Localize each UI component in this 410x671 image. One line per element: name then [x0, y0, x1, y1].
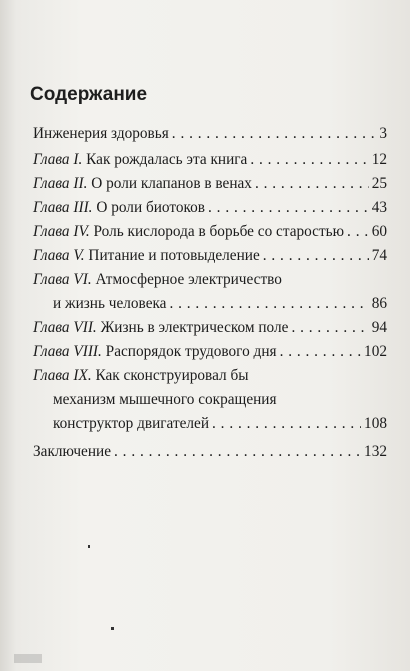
toc-entry-line-1: [33, 270, 387, 290]
dot-leader: [114, 442, 361, 462]
toc-entry: [33, 124, 387, 144]
toc-entry: [33, 174, 387, 194]
chapter-number: Глава I.: [33, 151, 83, 168]
chapter-number: Глава VII.: [33, 319, 97, 336]
toc-entry: [33, 222, 387, 242]
chapter-title-continuation: конструктор двигателей: [53, 415, 210, 432]
page-number: 43: [371, 199, 387, 216]
page-number: 74: [371, 247, 387, 264]
chapter-title: О роли биотоков: [92, 199, 206, 216]
chapter-title: Как рождалась эта книга: [82, 151, 248, 168]
page-number: 94: [371, 319, 387, 336]
toc-entry: [33, 198, 387, 218]
chapter-number: Глава III.: [33, 199, 93, 216]
chapter-number: Глава VI.: [33, 271, 92, 288]
toc-entry: [33, 150, 387, 170]
chapter-title: Питание и потовыделение: [84, 247, 260, 264]
page-number: 3: [379, 125, 387, 142]
dot-leader: [263, 246, 369, 266]
ink-speck: [111, 627, 114, 630]
dot-leader: [172, 124, 377, 144]
chapter-title: Заключение: [33, 443, 112, 460]
page-corner-mark: [14, 654, 42, 663]
toc-entry: [33, 246, 387, 266]
toc-entry: [33, 342, 387, 362]
chapter-title-continuation: механизм мышечного сокращения: [53, 391, 277, 408]
chapter-title: Роль кислорода в борьбе со старостью: [89, 223, 345, 240]
page-number: 12: [371, 151, 387, 168]
chapter-title: Жизнь в электрическом поле: [96, 319, 289, 336]
dot-leader: [291, 318, 368, 338]
dot-leader: [208, 198, 369, 218]
dot-leader: [347, 222, 369, 242]
dot-leader: [250, 150, 368, 170]
page-number: 102: [364, 343, 387, 360]
page-number: 60: [371, 223, 387, 240]
page-title: Содержание: [30, 84, 148, 105]
chapter-title-continuation: и жизнь человека: [53, 295, 167, 312]
dot-leader: [169, 294, 368, 314]
chapter-number: Глава V.: [33, 247, 85, 264]
chapter-title: Распорядок трудового дня: [101, 343, 277, 360]
toc-entry: [33, 318, 387, 338]
chapter-title: Как сконструировал бы: [91, 367, 249, 384]
dot-leader: [212, 414, 361, 434]
toc-entry-continuation: [33, 294, 387, 314]
dot-leader: [255, 174, 369, 194]
chapter-number: Глава VIII.: [33, 343, 102, 360]
page-number: 86: [371, 295, 387, 312]
page-number: 108: [364, 415, 387, 432]
chapter-number: Глава IX.: [33, 367, 92, 384]
dot-leader: [280, 342, 361, 362]
chapter-number: Глава II.: [33, 175, 88, 192]
chapter-number: Глава IV.: [33, 223, 90, 240]
toc-entry-continuation: [33, 390, 387, 410]
chapter-title: Инженерия здоровья: [33, 125, 169, 142]
chapter-title: Атмосферное электричество: [91, 271, 282, 288]
page-number: 132: [364, 443, 387, 460]
toc-entry-continuation: [33, 414, 387, 434]
toc-entry-line-1: [33, 366, 387, 386]
ink-speck: [88, 545, 90, 548]
chapter-title: О роли клапанов в венах: [87, 175, 252, 192]
page-number: 25: [371, 175, 387, 192]
toc-entry: [33, 442, 387, 462]
